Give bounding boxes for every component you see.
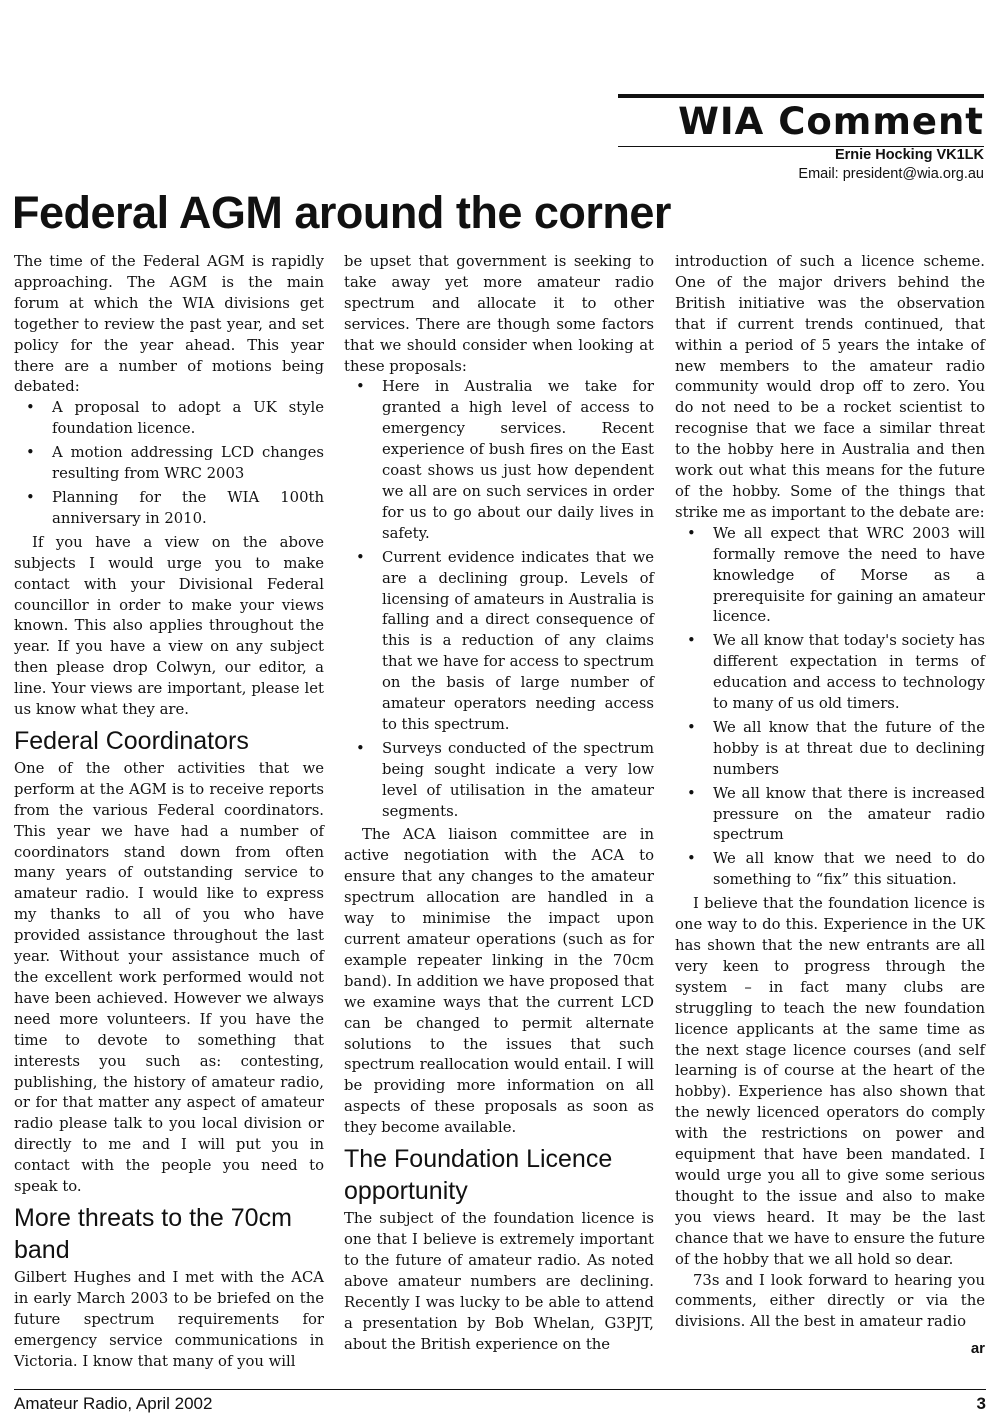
list-item: • We all know that today's society has different expectation in terms of education and access to technology to many of us old timers.: [713, 631, 985, 715]
factor-list: [344, 377, 654, 822]
section-heading-foundation: The Foundation Licence opportunity: [344, 1145, 613, 1206]
column-3: [675, 252, 985, 1360]
publication-info: Amateur Radio, April 2002: [14, 1394, 213, 1413]
list-item: • Planning for the WIA 100th anniversary in 2010.: [52, 488, 324, 530]
paragraph: 73s and I look forward to hearing you comments, either directly or via the divisions. All the best in amateur radio: [675, 1271, 985, 1331]
list-item: • We all know that we need to do something to “fix” this situation.: [713, 849, 985, 891]
motion-list: [14, 398, 324, 529]
page-number: 3: [976, 1394, 986, 1413]
byline: [798, 146, 984, 184]
list-item: • A proposal to adopt a UK style foundation licence.: [52, 398, 324, 440]
list-item: • A motion addressing LCD changes resulting from WRC 2003: [52, 443, 324, 485]
paragraph: be upset that government is seeking to take away yet more amateur radio spectrum and allocate it to other services. There are though some factors that we should consider when looking at these proposals:: [344, 253, 654, 375]
paragraph: Gilbert Hughes and I met with the ACA in early March 2003 to be briefed on the future spectrum requirements for emergency service communications in Victoria. I know that many of you will: [14, 1268, 324, 1370]
list-item: • We all know that the future of the hobby is at threat due to declining numbers: [713, 718, 985, 781]
page-footer: [14, 1389, 986, 1414]
column-2: [344, 252, 654, 1355]
list-item: • Surveys conducted of the spectrum being sought indicate a very low level of utilisation in the amateur segments.: [382, 739, 654, 823]
author-name: Ernie Hocking VK1LK: [834, 147, 984, 163]
list-item: • Current evidence indicates that we are a declining group. Levels of licensing of amateurs in Australia is falling and a direct consequence of this is a reduction of any claims that we have for access to spectrum on the basis of large number of amateur operators needing access to this spectrum.: [382, 548, 654, 736]
headline: Federal AGM around the corner: [12, 187, 671, 238]
end-mark: ar: [970, 1340, 985, 1358]
paragraph: If you have a view on the above subjects I would urge you to make contact with your Divisional Federal councillor in order to make your views known. This also applies throughout the year. If you have a view on any subject then please drop Colwyn, our editor, a line. Your views are important, please let us know what they are.: [14, 533, 324, 719]
paragraph: One of the other activities that we perform at the AGM is to receive reports from the various Federal coordinators. This year we have had a number of coordinators stand down from often many years of outstanding service to amateur radio. I would like to express my thanks to all of you who have provided assistance throughout the last year. Without your assistance much of the excellent work performed would not have been achieved. However we always need more volunteers. If you have the time to devote to something that interests you such as: contesting, publishing, the history of amateur radio, or for that matter any aspect of amateur radio please talk to you local division or directly to me and I will put you in contact with the people you need to speak to.: [14, 759, 324, 1196]
section-heading-threats: More threats to the 70cm band: [14, 1203, 292, 1264]
list-item: • Here in Australia we take for granted a high level of access to emergency services. Recent experience of bush fires on the East coast shows us just how dependent we all are on such services in order for us to go about our daily lives in safety.: [382, 377, 654, 544]
masthead: [618, 94, 984, 147]
paragraph: The time of the Federal AGM is rapidly approaching. The AGM is the main forum at which the WIA divisions get together to review the past year, and set policy for the year ahead. This year there are a number of motions being debated:: [14, 253, 324, 396]
column-1: [14, 252, 324, 1373]
list-item: • We all expect that WRC 2003 will formally remove the need to have knowledge of Morse as a prerequisite for gaining an amateur licence.: [713, 524, 985, 629]
paragraph: The subject of the foundation licence is one that I believe is extremely important to the future of amateur radio. As noted above amateur numbers are declining. Recently I was lucky to be able to attend a presentation by Bob Whelan, G3PJT, about the British experience on the: [344, 1210, 654, 1353]
column-title: WIA Comment: [678, 100, 984, 143]
paragraph: introduction of such a licence scheme. One of the major drivers behind the British initiative was the observation that if current trends continued, that within a period of 5 years the intake of new members to the amateur radio community would drop off to zero. You do not need to be a rocket scientist to recognise that we face a similar threat to the hobby here in Australia and then work out what this means for the future of the hobby. Some of the things that strike me as important to the debate are:: [675, 253, 985, 521]
paragraph: I believe that the foundation licence is one way to do this. Experience in the UK has shown that the new entrants are all very keen to progress through the system – in fact many clubs are struggling to teach the new foundation licence applicants at the same time as the next stage licence courses (and self learning is of course at the heart of the hobby). Experience has also shown that the newly licenced operators do comply with the restrictions on power and equipment that have been mandated. I would urge you all to give some serious thought to the issue and also to make you views heard. It may be the last chance that we have to ensure the future of the hobby that we all hold so dear.: [675, 895, 985, 1268]
author-email: Email: president@wia.org.au: [798, 166, 984, 182]
section-heading-coordinators: Federal Coordinators: [14, 726, 249, 755]
paragraph: The ACA liaison committee are in active negotiation with the ACA to ensure that any changes to the amateur spectrum allocation are handled in a way to minimise the impact upon current amateur operations (such as for example repeater linking in the 70cm band). In addition we have proposed that we examine ways that the current LCD can be changed to permit alternate solutions to the issues that such spectrum reallocation would entail. I will be providing more information on all aspects of these proposals as soon as they become available.: [344, 826, 654, 1137]
list-item: • We all know that there is increased pressure on the amateur radio spectrum: [713, 784, 985, 847]
debate-list: [675, 524, 985, 891]
